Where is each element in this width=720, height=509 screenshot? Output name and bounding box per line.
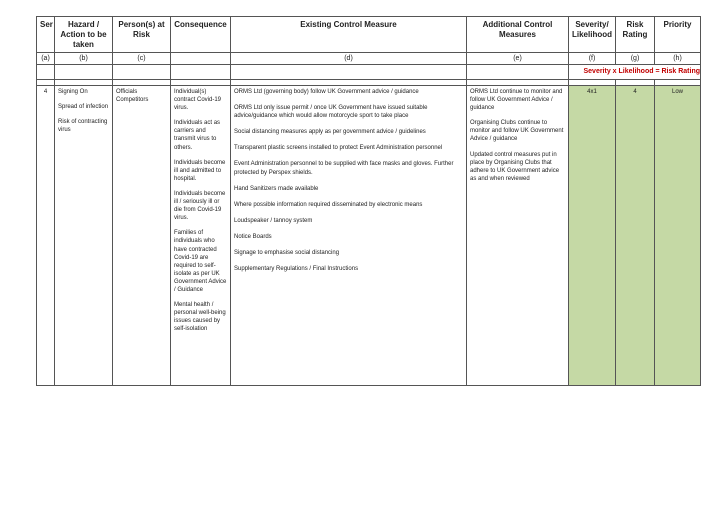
header-persons: Person(s) at Risk	[113, 17, 171, 53]
risk-formula: Severity x Likelihood = Risk Rating	[569, 65, 701, 80]
risk-assessment-table	[36, 16, 701, 386]
existing-item: Notice Boards	[234, 233, 272, 240]
row-severity: 4x1	[569, 86, 616, 386]
letter-d: (d)	[231, 53, 467, 65]
existing-item: Where possible information required disseminated by electronic means	[234, 201, 423, 208]
hazard-item: Signing On	[58, 89, 88, 95]
existing-item: Social distancing measures apply as per government advice / guidelines	[234, 129, 426, 136]
existing-item: Hand Sanitizers made available	[234, 185, 319, 192]
letter-a: (a)	[37, 53, 55, 65]
consequence-item: Individuals become ill and admitted to hospital.	[174, 159, 226, 182]
formula-row	[37, 65, 701, 80]
existing-item: Supplementary Regulations / Final Instructions	[234, 266, 359, 273]
additional-item: ORMS Ltd continue to monitor and follow UK Government Advice / guidance	[470, 89, 563, 112]
letter-f: (f)	[569, 53, 616, 65]
row-persons	[113, 86, 171, 386]
row-existing-control	[231, 86, 467, 386]
row-additional-control	[467, 86, 569, 386]
header-additional-control: Additional Control Measures	[467, 17, 569, 53]
letter-e: (e)	[467, 53, 569, 65]
header-hazard: Hazard / Action to be taken	[55, 17, 113, 53]
consequence-item: Individual(s) contract Covid-19 virus.	[174, 89, 222, 112]
row-priority: Low	[655, 86, 701, 386]
consequence-item: Individuals act as carriers and transmit virus to others.	[174, 120, 221, 151]
row-risk-rating: 4	[616, 86, 655, 386]
header-existing-control: Existing Control Measure	[231, 17, 467, 53]
consequence-item: Families of individuals who have contracted Covid-19 are required to self-isolate as per UK Government Advice / Guidance	[174, 230, 227, 293]
existing-item: Signage to emphasise social distancing	[234, 250, 340, 257]
hazard-item: Spread of infection	[58, 104, 109, 111]
column-letter-row	[37, 53, 701, 65]
row-consequence	[171, 86, 231, 386]
hazard-item: Risk of contracting virus	[58, 119, 108, 134]
letter-c: (c)	[113, 53, 171, 65]
header-row	[37, 17, 701, 53]
persons-text: Officials Competitors	[116, 89, 149, 104]
table-row	[37, 86, 701, 386]
row-ser: 4	[37, 86, 55, 386]
consequence-item: Individuals become ill / seriously ill or die from Covid-19 virus.	[174, 190, 226, 222]
header-ser: Ser	[37, 17, 55, 53]
row-hazard	[55, 86, 113, 386]
existing-item: ORMS Ltd (governing body) follow UK Government advice / guidance	[234, 89, 419, 95]
existing-item: ORMS Ltd only issue permit / once UK Government have issued suitable advice/guidance which would allow motorcycle sport to take place	[234, 105, 428, 120]
additional-item: Updated control measures put in place by Organising Clubs that adhere to UK Government advice as and when reviewed	[470, 151, 560, 182]
existing-item: Loudspeaker / tannoy system	[234, 217, 313, 224]
header-risk-rating: Risk Rating	[616, 17, 655, 53]
additional-item: Organising Clubs continue to monitor and follow UK Government Advice / guidance	[470, 120, 564, 143]
risk-assessment-sheet	[36, 16, 701, 386]
header-consequence: Consequence	[171, 17, 231, 53]
header-priority: Priority	[655, 17, 701, 53]
letter-h: (h)	[655, 53, 701, 65]
consequence-item: Mental health / personal well-being issues caused by self-isolation	[174, 302, 226, 333]
existing-item: Event Administration personnel to be supplied with face masks and gloves. Further protected by Perspex shields.	[234, 161, 454, 176]
header-severity: Severity/ Likelihood	[569, 17, 616, 53]
existing-item: Transparent plastic screens installed to protect Event Administration personnel	[234, 145, 443, 152]
letter-b: (b)	[55, 53, 113, 65]
letter-g: (g)	[616, 53, 655, 65]
